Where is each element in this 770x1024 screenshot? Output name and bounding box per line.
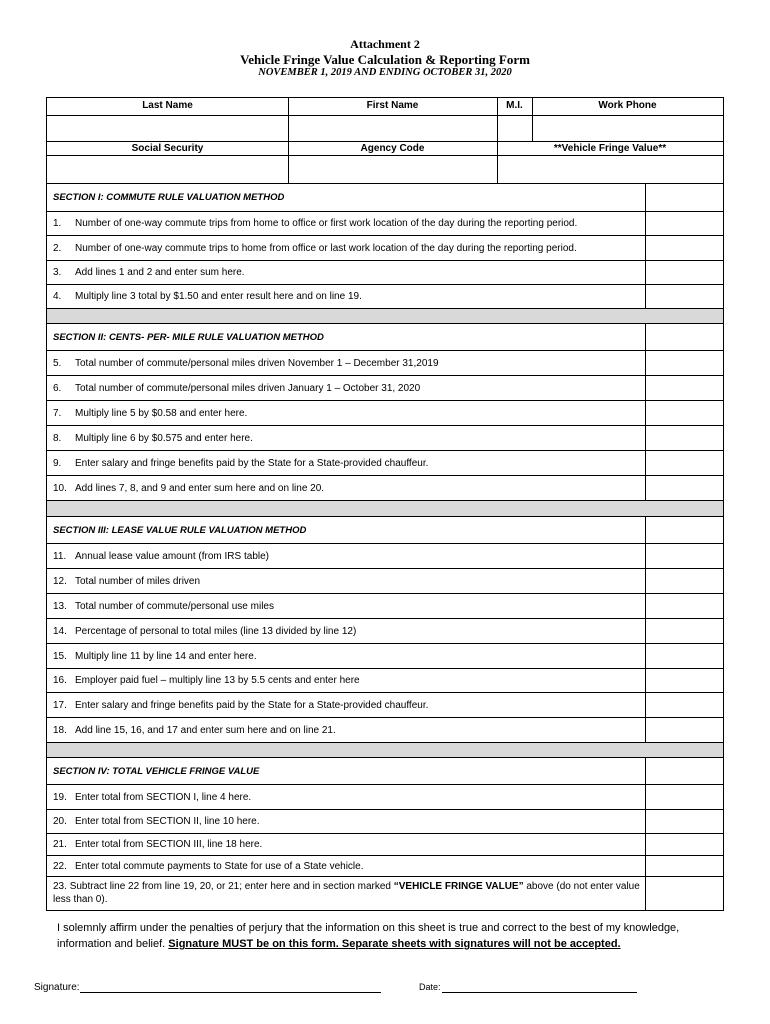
line-row bbox=[47, 376, 723, 401]
line-row bbox=[47, 693, 723, 718]
line-15-amount-field[interactable] bbox=[645, 644, 723, 668]
line-number: 6. bbox=[53, 382, 62, 394]
section-title: SECTION IV: TOTAL VEHICLE FRINGE VALUE bbox=[53, 765, 260, 777]
form-title: Vehicle Fringe Value Calculation & Reporting Form bbox=[240, 52, 530, 67]
amount-cell bbox=[645, 324, 723, 350]
line-9-amount-field[interactable] bbox=[645, 451, 723, 475]
section-header bbox=[47, 324, 723, 351]
line-number: 11. bbox=[53, 550, 67, 562]
line-text: Add line 15, 16, and 17 and enter sum here and on line 21. bbox=[75, 724, 336, 736]
line-row bbox=[47, 261, 723, 285]
vehicle-fringe-value-field[interactable] bbox=[498, 156, 722, 183]
first-name-label: First Name bbox=[366, 100, 419, 111]
signature-requirement: Signature MUST be on this form. Separate sheets with signatures will not be accepted. bbox=[168, 938, 621, 950]
line-number: 10. bbox=[53, 482, 67, 494]
line-16-amount-field[interactable] bbox=[645, 669, 723, 692]
date-label: Date: bbox=[419, 982, 441, 992]
employee-info-block bbox=[46, 97, 724, 184]
line-row bbox=[47, 810, 723, 834]
line-number: 3. bbox=[53, 267, 62, 278]
line-23-amount-field[interactable] bbox=[645, 877, 723, 910]
line-4-amount-field[interactable] bbox=[645, 285, 723, 308]
line-number: 20. bbox=[53, 816, 67, 827]
line-12-amount-field[interactable] bbox=[645, 569, 723, 593]
line-number: 1. bbox=[53, 218, 62, 229]
line-3-amount-field[interactable] bbox=[645, 261, 723, 284]
line-text: Multiply line 6 by $0.575 and enter here. bbox=[75, 432, 253, 444]
section-title: SECTION I: COMMUTE RULE VALUATION METHOD bbox=[53, 192, 285, 203]
line-row bbox=[47, 212, 723, 236]
line-6-amount-field[interactable] bbox=[645, 376, 723, 400]
section-header bbox=[47, 758, 723, 785]
line-14-amount-field[interactable] bbox=[645, 619, 723, 643]
line-number: 22. bbox=[53, 860, 67, 872]
line-text: Enter total from SECTION I, line 4 here. bbox=[75, 791, 252, 803]
line-text: Total number of commute/personal use miles bbox=[75, 600, 274, 612]
line-text: Multiply line 3 total by $1.50 and enter result here and on line 19. bbox=[75, 291, 362, 302]
signature-line[interactable] bbox=[80, 992, 381, 993]
section-title: SECTION II: CENTS- PER- MILE RULE VALUATION METHOD bbox=[53, 331, 324, 343]
line-number: 2. bbox=[53, 242, 62, 254]
agency-code-field[interactable] bbox=[289, 156, 496, 183]
line-row bbox=[47, 351, 723, 376]
line-18-amount-field[interactable] bbox=[645, 718, 723, 742]
last-name-label: Last Name bbox=[142, 100, 193, 111]
line-row bbox=[47, 476, 723, 501]
line-row bbox=[47, 285, 723, 309]
line-number: 8. bbox=[53, 432, 62, 444]
section-header bbox=[47, 184, 723, 212]
line-20-amount-field[interactable] bbox=[645, 810, 723, 833]
amount-cell bbox=[645, 517, 723, 543]
section-title: SECTION III: LEASE VALUE RULE VALUATION METHOD bbox=[53, 524, 307, 536]
line-number: 18. bbox=[53, 724, 67, 736]
line-row bbox=[47, 856, 723, 877]
line-2-amount-field[interactable] bbox=[645, 236, 723, 260]
line-text: Enter total commute payments to State for use of a State vehicle. bbox=[75, 860, 364, 872]
line-row bbox=[47, 644, 723, 669]
line-row bbox=[47, 426, 723, 451]
amount-cell bbox=[645, 758, 723, 784]
line-text: Add lines 7, 8, and 9 and enter sum here and on line 20. bbox=[75, 482, 325, 494]
line-1-amount-field[interactable] bbox=[645, 212, 723, 235]
affirmation-statement bbox=[57, 920, 717, 952]
line-text: Enter total from SECTION II, line 10 here. bbox=[75, 816, 260, 827]
vehicle-fringe-value-label: **Vehicle Fringe Value** bbox=[553, 143, 667, 154]
last-name-field[interactable] bbox=[48, 116, 287, 141]
section-divider bbox=[47, 501, 723, 517]
line-text: Enter salary and fringe benefits paid by the State for a State-provided chauffeur. bbox=[75, 699, 429, 711]
line-8-amount-field[interactable] bbox=[645, 426, 723, 450]
ssn-label: Social Security bbox=[131, 143, 204, 154]
line-number: 17. bbox=[53, 699, 67, 711]
line-row bbox=[47, 401, 723, 426]
calculation-table bbox=[46, 184, 724, 911]
section-divider bbox=[47, 309, 723, 324]
line-row bbox=[47, 236, 723, 261]
line-number: 7. bbox=[53, 407, 62, 419]
agency-code-label: Agency Code bbox=[360, 143, 425, 154]
section-header bbox=[47, 517, 723, 544]
work-phone-label: Work Phone bbox=[598, 100, 657, 111]
middle-initial-label: M.I. bbox=[506, 100, 523, 111]
reporting-period: NOVEMBER 1, 2019 AND ENDING OCTOBER 31, 2020 bbox=[258, 67, 512, 78]
line-row bbox=[47, 669, 723, 693]
line-22-amount-field[interactable] bbox=[645, 856, 723, 876]
line-17-amount-field[interactable] bbox=[645, 693, 723, 717]
line-row bbox=[47, 718, 723, 743]
line-text: Total number of miles driven bbox=[75, 575, 201, 587]
work-phone-field[interactable] bbox=[533, 116, 722, 141]
line-number: 19. bbox=[53, 791, 67, 803]
line-number: 12. bbox=[53, 575, 67, 587]
line-text: Percentage of personal to total miles (line 13 divided by line 12) bbox=[75, 625, 357, 637]
line-row bbox=[47, 594, 723, 619]
date-line[interactable] bbox=[442, 992, 637, 993]
line-row bbox=[47, 834, 723, 856]
ssn-field[interactable] bbox=[48, 156, 287, 183]
line-number: 21. bbox=[53, 839, 67, 850]
line-19-amount-field[interactable] bbox=[645, 785, 723, 809]
line-number: 23. bbox=[53, 881, 67, 892]
line-text-emphasis: “VEHICLE FRINGE VALUE” bbox=[393, 881, 524, 892]
line-text: Number of one-way commute trips to home from office or last work location of the day during the reporting period. bbox=[75, 242, 577, 254]
line-row bbox=[47, 619, 723, 644]
line-13-amount-field[interactable] bbox=[645, 594, 723, 618]
line-number: 16. bbox=[53, 675, 67, 686]
line-row bbox=[47, 785, 723, 810]
line-number: 14. bbox=[53, 625, 67, 637]
line-row bbox=[47, 569, 723, 594]
line-5-amount-field[interactable] bbox=[645, 351, 723, 375]
line-text: Total number of commute/personal miles driven November 1 – December 31,2019 bbox=[75, 357, 439, 369]
middle-initial-field[interactable] bbox=[498, 116, 531, 141]
line-text: above (do not enter value less than 0). bbox=[53, 881, 640, 905]
line-number: 13. bbox=[53, 600, 67, 612]
line-text: Multiply line 11 by line 14 and enter here. bbox=[75, 650, 257, 662]
line-text: Annual lease value amount (from IRS table) bbox=[75, 550, 269, 562]
line-text: Subtract line 22 from line 19, 20, or 21; enter here and in section marked bbox=[69, 881, 394, 892]
line-number: 9. bbox=[53, 457, 62, 469]
line-11-amount-field[interactable] bbox=[645, 544, 723, 568]
line-text: Employer paid fuel – multiply line 13 by 5.5 cents and enter here bbox=[75, 675, 360, 686]
section-divider bbox=[47, 743, 723, 758]
line-text: Add lines 1 and 2 and enter sum here. bbox=[75, 267, 245, 278]
amount-cell bbox=[645, 184, 723, 211]
affirmation-text: I solemnly affirm under the penalties of perjury that the information on this sheet is true and correct to the best of my knowledge, information and belief. bbox=[57, 922, 680, 950]
signature-label: Signature: bbox=[34, 982, 80, 993]
line-text: Total number of commute/personal miles driven January 1 – October 31, 2020 bbox=[75, 382, 421, 394]
line-7-amount-field[interactable] bbox=[645, 401, 723, 425]
line-text: Enter salary and fringe benefits paid by the State for a State-provided chauffeur. bbox=[75, 457, 429, 469]
line-21-amount-field[interactable] bbox=[645, 834, 723, 855]
attachment-label: Attachment 2 bbox=[350, 37, 420, 51]
first-name-field[interactable] bbox=[289, 116, 496, 141]
line-row bbox=[47, 451, 723, 476]
line-number: 15. bbox=[53, 650, 67, 662]
line-row bbox=[47, 544, 723, 569]
line-text: Multiply line 5 by $0.58 and enter here. bbox=[75, 407, 248, 419]
line-10-amount-field[interactable] bbox=[645, 476, 723, 500]
line-row bbox=[47, 877, 723, 910]
line-text: Enter total from SECTION III, line 18 here. bbox=[75, 839, 263, 850]
line-number: 4. bbox=[53, 291, 62, 302]
line-number: 5. bbox=[53, 357, 62, 369]
line-text: Number of one-way commute trips from home to office or first work location of the day during the reporting period. bbox=[75, 218, 578, 229]
